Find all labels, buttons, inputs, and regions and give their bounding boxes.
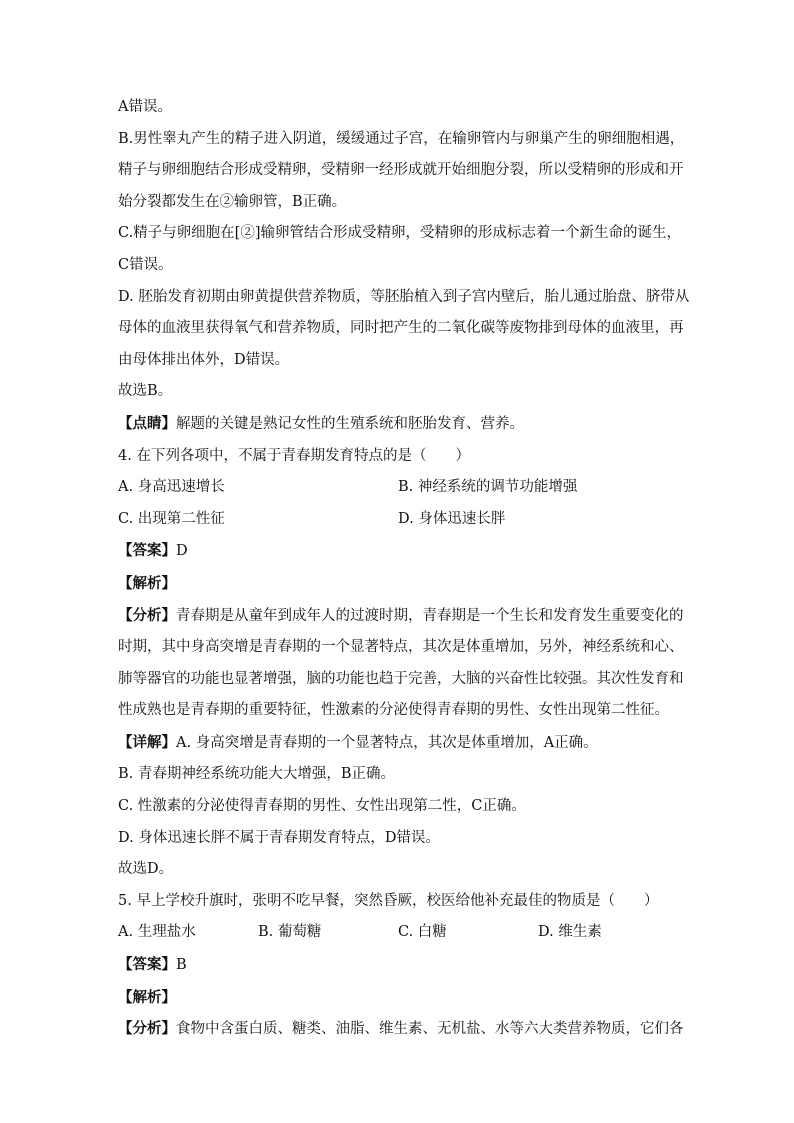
q5-option-b: B. 葡萄糖 — [258, 924, 322, 941]
fenxi-tag: 【分析】 — [118, 1020, 176, 1038]
fenxi-text: 食物中含蛋白质、糖类、油脂、维生素、无机盐、水等六大类营养物质，它们各 — [176, 1021, 684, 1038]
q5-options-row — [118, 917, 678, 949]
q4-fenxi-line-2: 时期，其中身高突增是青春期的一个显著特点，其次是体重增加，另外，神经系统和心、 — [118, 639, 684, 656]
q4-analysis-heading: 【解析】 — [118, 574, 176, 592]
q5-option-c: C. 白糖 — [398, 924, 447, 941]
fenxi-tag: 【分析】 — [118, 606, 176, 624]
answer-value: D — [176, 543, 188, 560]
q3-tip — [118, 408, 678, 441]
q4-fenxi-line-3: 肺等器官的功能也显著增强，脑的功能也趋于完善，大脑的兴奋性比较强。其次性发育和 — [118, 670, 684, 687]
q5-fenxi-line-1 — [118, 1013, 684, 1046]
q3-option-d-line-2: 母体的血液里获得氧气和营养物质，同时把产生的二氧化碳等废物排到母体的血液里，再 — [118, 320, 684, 337]
q3-option-c-line-1: C.精子与卵细胞在[②]输卵管结合形成受精卵，受精卵的形成标志着一个新生命的诞生， — [118, 225, 681, 242]
q4-option-b: B. 神经系统的调节功能增强 — [398, 479, 578, 496]
q4-fenxi-line-4: 性成熟也是青春期的重要特征，性激素的分泌使得青春期的男性、女性出现第二性征。 — [118, 702, 669, 719]
q5-answer — [118, 949, 678, 982]
answer-tag: 【答案】 — [118, 956, 176, 974]
q4-option-d: D. 身体迅速长胖 — [398, 510, 506, 527]
q3-choice: 故选B。 — [118, 383, 173, 400]
q4-options-row-2 — [118, 504, 678, 536]
q4-xiangjie-a — [118, 727, 678, 760]
q4-answer — [118, 535, 678, 568]
q5-option-a: A. 生理盐水 — [118, 924, 196, 941]
q4-option-c: C. 出现第二性征 — [118, 510, 225, 527]
q3-option-d-line-3: 由母体排出体外，D错误。 — [118, 351, 290, 368]
q3-option-a-explanation: A错误。 — [118, 99, 172, 115]
q4-option-a: A. 身高迅速增长 — [118, 479, 225, 496]
q3-option-b-line-3: 始分裂都发生在②输卵管，B正确。 — [118, 193, 347, 210]
xiangjie-a-text: A. 身高突增是青春期的一个显著特点，其次是体重增加，A正确。 — [176, 734, 598, 751]
q5-analysis-heading: 【解析】 — [118, 988, 176, 1006]
answer-value: B — [176, 957, 187, 974]
answer-tag: 【答案】 — [118, 542, 176, 560]
tip-text: 解题的关键是熟记女性的生殖系统和胚胎发育、营养。 — [176, 415, 524, 432]
xiangjie-tag: 【详解】 — [118, 733, 176, 751]
fenxi-text: 青春期是从童年到成年人的过渡时期，青春期是一个生长和发育发生重要变化的 — [176, 607, 684, 624]
q4-fenxi-line-1 — [118, 600, 684, 633]
q4-choice: 故选D。 — [118, 861, 174, 878]
q4-xiangjie-d: D. 身体迅速长胖不属于青春期发育特点，D错误。 — [118, 829, 440, 846]
q4-options-row-1 — [118, 472, 678, 504]
q3-option-b-line-1: B.男性睾丸产生的精子进入阴道，缓缓通过子宫，在输卵管内与卵巢产生的卵细胞相遇， — [118, 130, 685, 147]
q5-option-d: D. 维生素 — [538, 924, 602, 941]
q3-option-b-line-2: 精子与卵细胞结合形成受精卵，受精卵一经形成就开始细胞分裂，所以受精卵的形成和开 — [118, 162, 684, 179]
q3-option-d-line-1: D. 胚胎发育初期由卵黄提供营养物质，等胚胎植入到子宫内壁后，胎儿通过胎盘、脐带从 — [118, 288, 690, 305]
document-page — [118, 92, 690, 1046]
q4-stem: 4. 在下列各项中，不属于青春期发育特点的是（ ） — [118, 447, 470, 464]
tip-tag: 【点睛】 — [118, 414, 176, 432]
q4-xiangjie-b: B. 青春期神经系统功能大大增强，B正确。 — [118, 766, 396, 783]
q3-option-c-line-2: C错误。 — [118, 256, 173, 273]
q4-xiangjie-c: C. 性激素的分泌使得青春期的男性、女性出现第二性，C正确。 — [118, 798, 526, 815]
q5-stem: 5. 早上学校升旗时，张明不吃早餐，突然昏厥，校医给他补充最佳的物质是（ ） — [118, 892, 659, 909]
